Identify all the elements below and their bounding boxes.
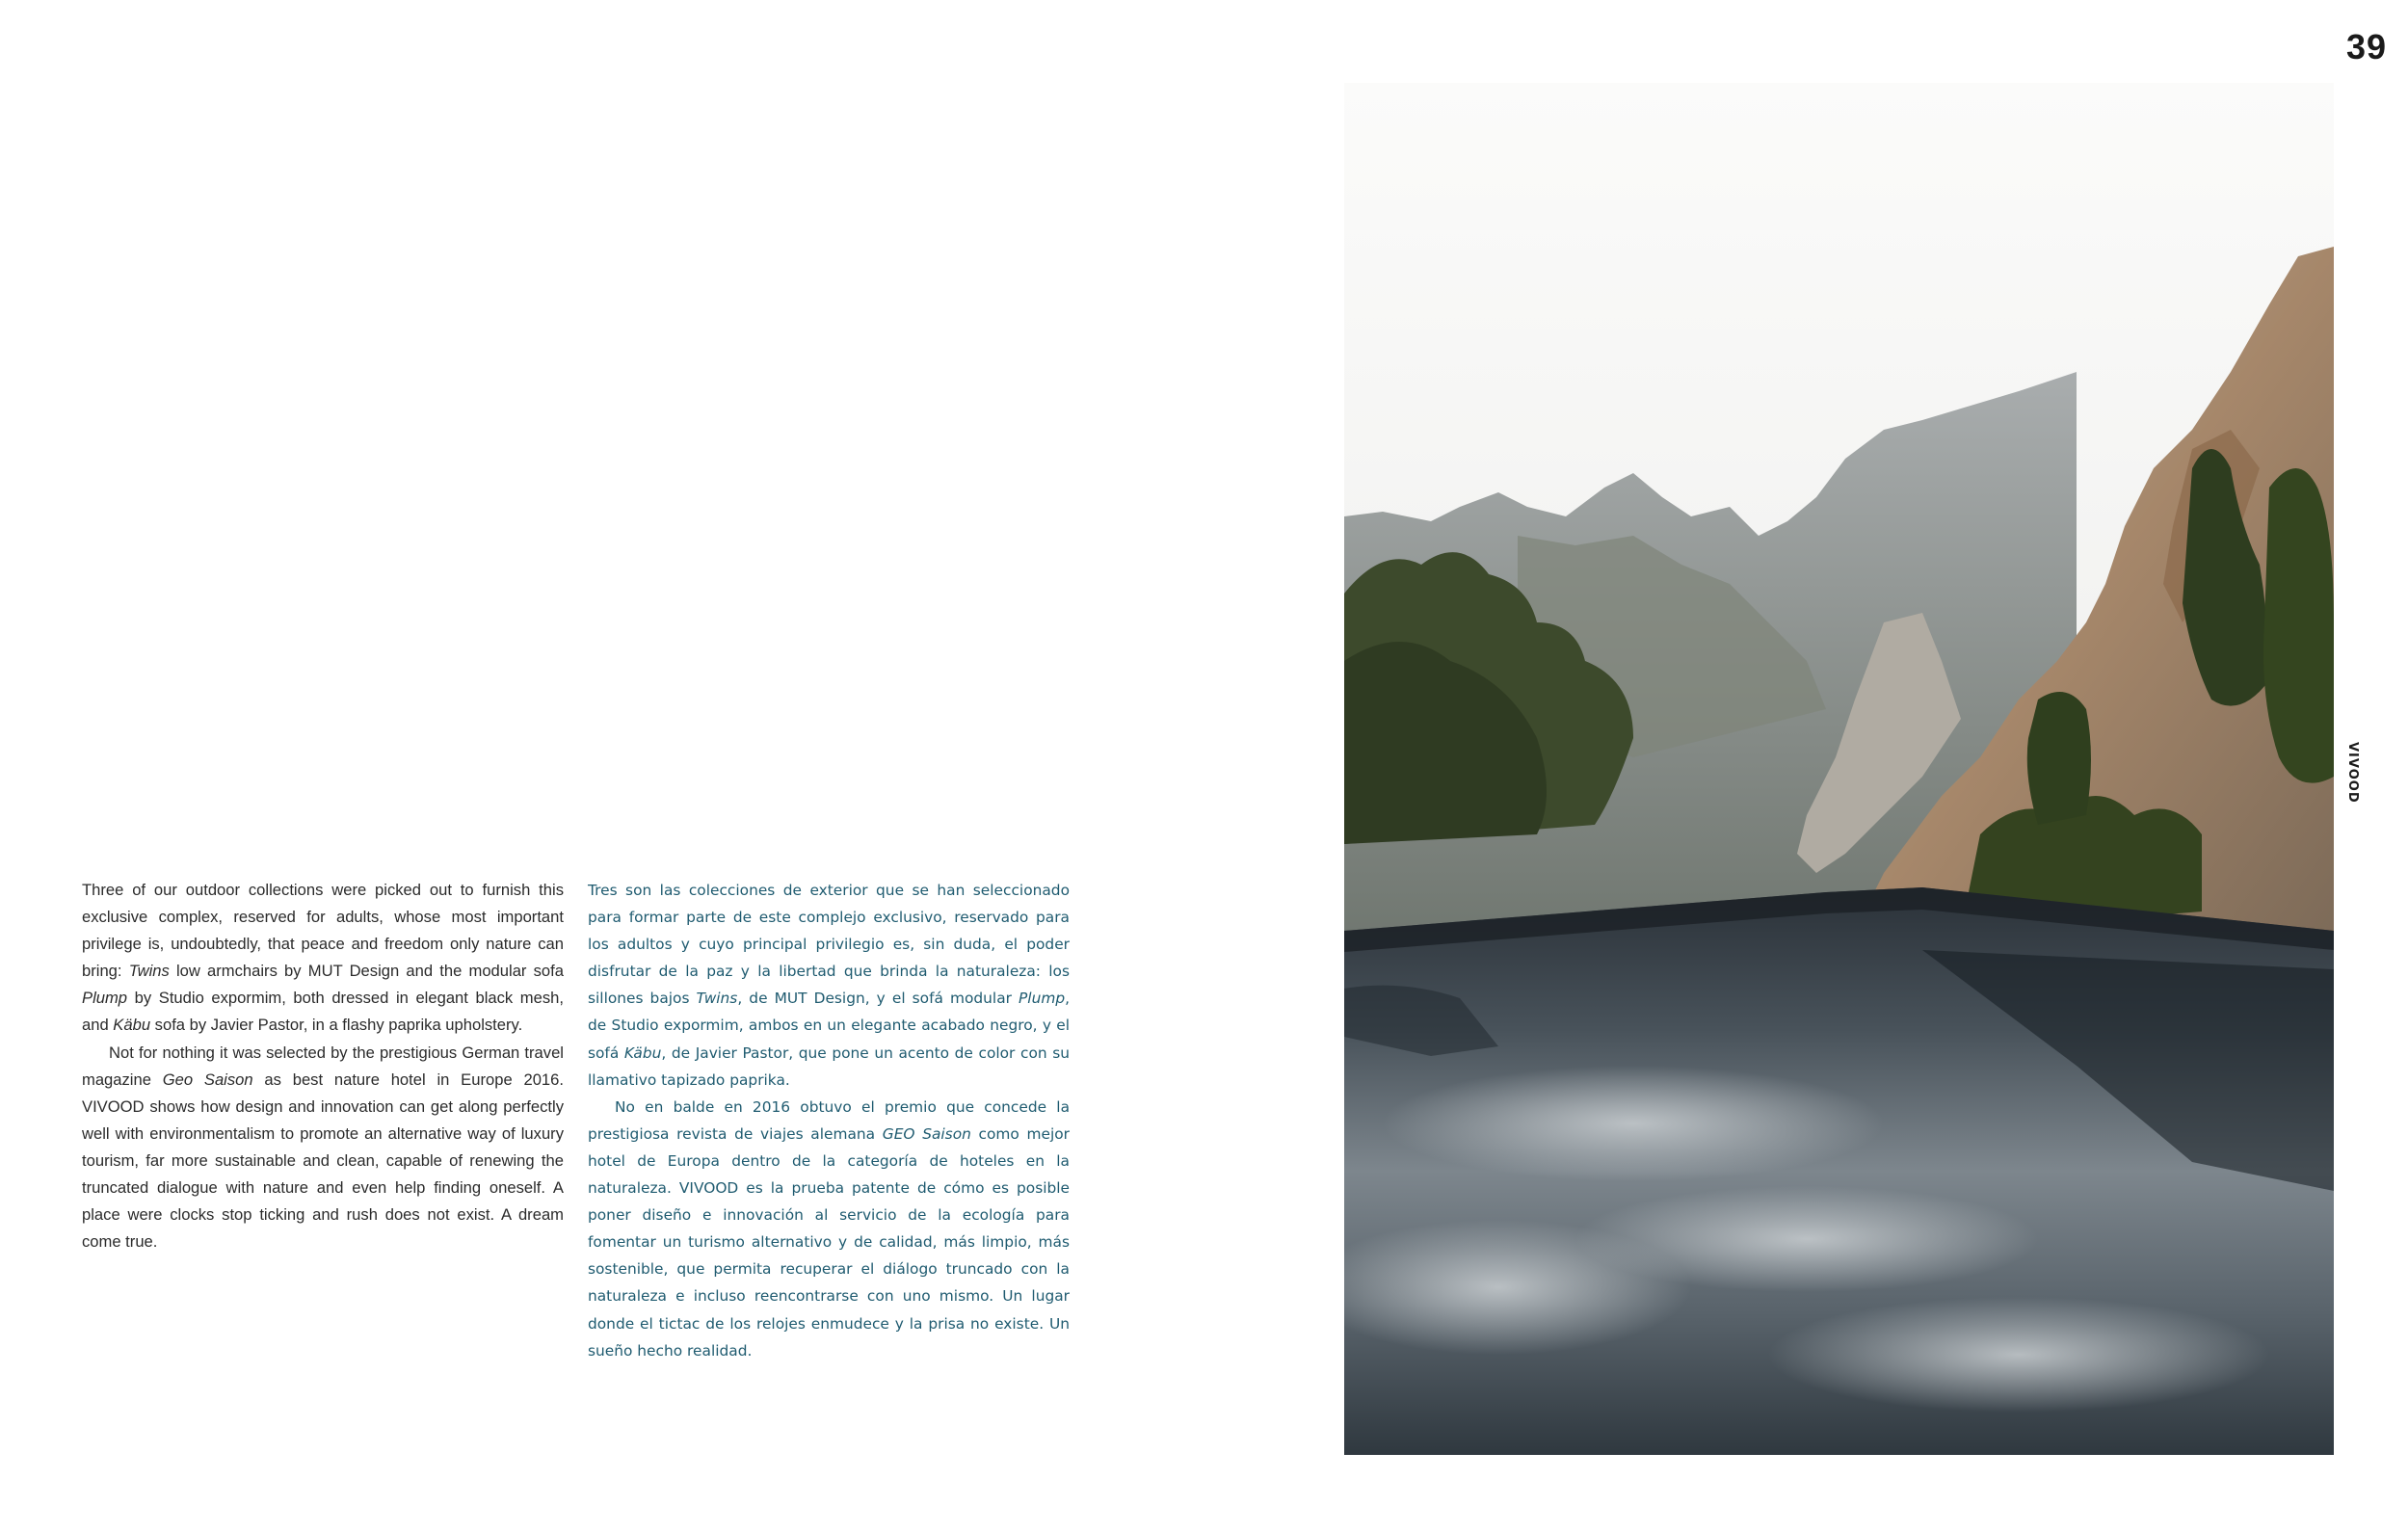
infinity-pool-mountain-photo (1344, 83, 2334, 1455)
text-run: sofa by Javier Pastor, in a flashy paprika upholstery. (150, 1016, 523, 1035)
text-run: low armchairs by MUT Design and the modular sofa (169, 962, 564, 981)
text-run: as best nature hotel in Europe 2016. VIVOOD shows how design and innovation can get along perfectly well with environmentalism to promote an alternative way of luxury tourism, far more sustainable and clean, capable of renewing the truncated dialogue with nature and even help finding oneself. A place were clocks stop ticking and rush does not exist. A dream come true. (82, 1070, 564, 1252)
spanish-paragraph-2 (588, 1094, 1070, 1364)
text-run: Three of our outdoor collections were picked out to furnish this exclusive complex, reserved for adults, whose most important privilege is, undoubtedly, that peace and freedom only nature can bring: (82, 881, 564, 981)
page-number: 39 (2345, 27, 2387, 66)
italic-run: Twins (128, 962, 170, 981)
italic-run: GEO Saison (882, 1124, 971, 1143)
italic-run: Plump (1019, 990, 1066, 1008)
italic-run: Käbu (113, 1016, 151, 1035)
text-run: by Studio expormim, both dressed in elegant black mesh, and (82, 989, 564, 1035)
italic-run: Käbu (623, 1043, 662, 1062)
spanish-paragraph-1 (588, 877, 1070, 1094)
english-paragraph-2 (82, 1040, 564, 1256)
spanish-column (588, 877, 1070, 1364)
english-paragraph-1 (82, 877, 564, 1040)
text-run: como mejor hotel de Europa dentro de la categoría de hoteles en la naturaleza. VIVOOD es la prueba patente de cómo es posible poner diseño e innovación al servicio de la ecología para fomentar un turismo alternativo y de calidad, más limpio, más sostenible, que permita recuperar el diálogo truncado con la naturaleza e incluso reencontrarse con uno mismo. Un lugar donde el tictac de los relojes enmudece y la prisa no existe. Un sueño hecho realidad. (588, 1124, 1070, 1360)
text-run: , de MUT Design, y el sofá modular (737, 990, 1019, 1008)
italic-run: Plump (82, 989, 128, 1008)
text-run: No en balde en 2016 obtuvo el premio que concede la prestigiosa revista de viajes alemana (588, 1097, 1070, 1143)
text-run: Not for nothing it was selected by the prestigious German travel magazine (82, 1043, 564, 1089)
italic-run: Twins (696, 990, 738, 1008)
side-label: VIVOOD (2345, 742, 2360, 804)
text-run: , de Studio expormim, ambos en un elegante acabado negro, y el sofá (588, 990, 1071, 1062)
text-run: Tres son las colecciones de exterior que se han seleccionado para formar parte de este complejo exclusivo, reservado para los adultos y cuyo principal privilegio es, sin duda, el poder disfrutar de la paz y la libertad que brinda la naturaleza: los sillones bajos (588, 882, 1070, 1008)
english-column (82, 877, 564, 1255)
text-run: , de Javier Pastor, que pone un acento de color con su llamativo tapizado paprika. (588, 1043, 1070, 1089)
italic-run: Geo Saison (162, 1070, 253, 1089)
